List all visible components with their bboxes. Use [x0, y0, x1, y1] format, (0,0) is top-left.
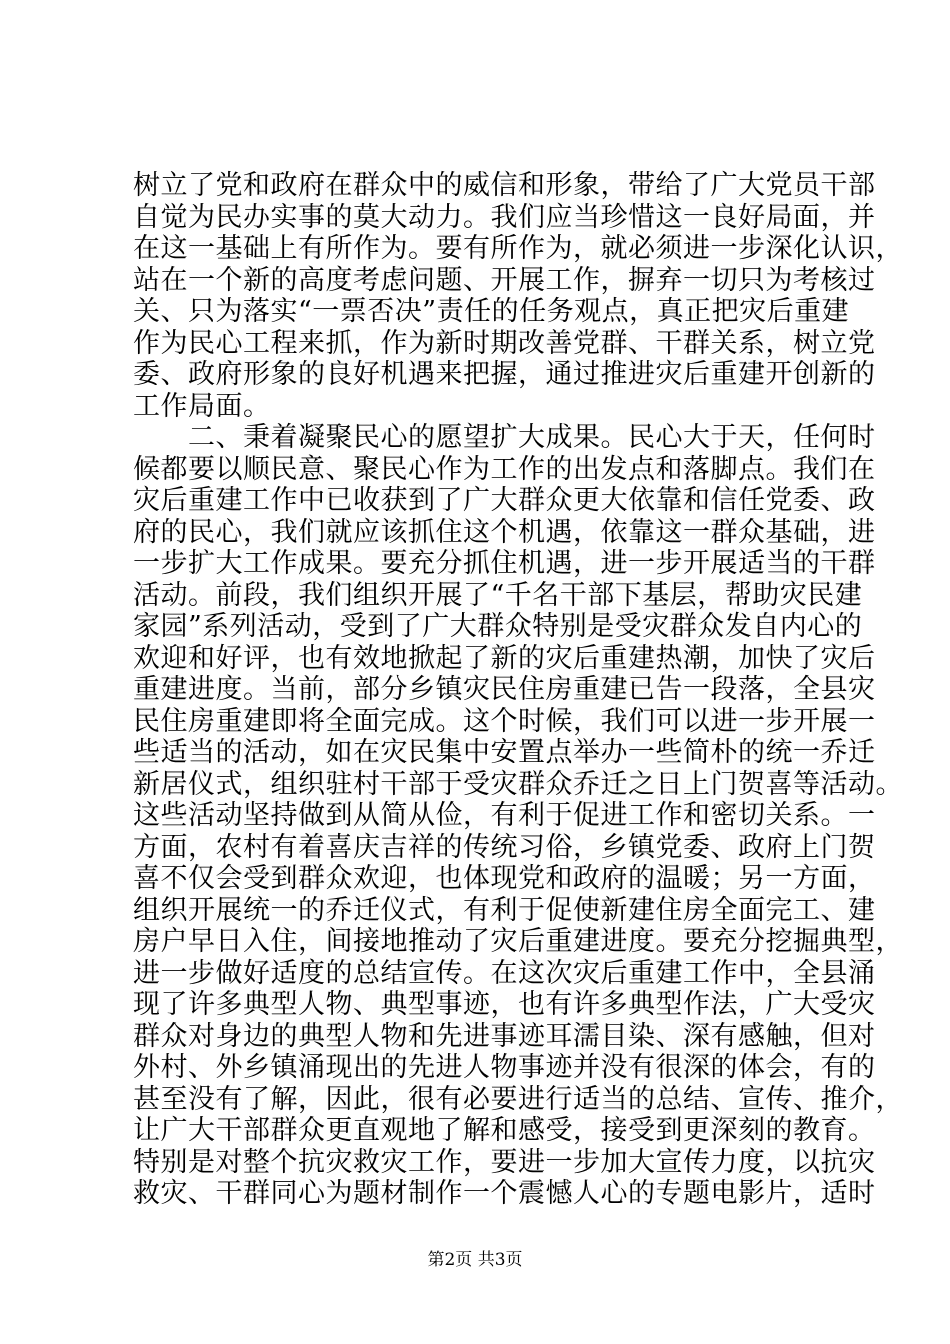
text-line: 组织开展统一的乔迁仪式，有利于促使新建住房全面完工、建	[133, 894, 876, 926]
text-line: 救灾、干群同心为题材制作一个震憾人心的专题电影片，适时	[133, 1178, 876, 1209]
text-line: 欢迎和好评，也有效地掀起了新的灾后重建热潮，加快了灾后	[133, 642, 876, 674]
text-line: 房户早日入住，间接地推动了灾后重建进度。要充分挖掘典型，	[133, 926, 903, 957]
text-line: 树立了党和政府在群众中的威信和形象，带给了广大党员干部	[133, 170, 876, 201]
text-line: 群众对身边的典型人物和先进事迹耳濡目染、深有感触，但对	[133, 1020, 876, 1052]
text-line: 些适当的活动，如在灾民集中安置点举办一些简朴的统一乔迁	[133, 737, 876, 768]
text-line: 工作局面。	[133, 390, 271, 422]
text-line: 关、只为落实“一票否决”责任的任务观点，真正把灾后重建	[133, 296, 850, 327]
text-line: 喜不仅会受到群众欢迎，也体现党和政府的温暖；另一方面，	[133, 863, 876, 894]
text-line: 家园”系列活动，受到了广大群众特别是受灾群众发自内心的	[133, 611, 863, 642]
page-number-footer: 第2页 共3页	[427, 1250, 523, 1270]
body-text	[133, 170, 903, 1210]
text-line: 方面，农村有着喜庆吉祥的传统习俗，乡镇党委、政府上门贺	[133, 831, 876, 863]
text-line: 二、秉着凝聚民心的愿望扩大成果。民心大于天，任何时	[133, 422, 876, 453]
text-line: 现了许多典型人物、典型事迹，也有许多典型作法，广大受灾	[133, 989, 876, 1020]
text-line: 让广大干部群众更直观地了解和感受，接受到更深刻的教育。	[133, 1115, 876, 1146]
text-line: 民住房重建即将全面完成。这个时候，我们可以进一步开展一	[133, 705, 876, 737]
text-line: 这些活动坚持做到从简从俭，有利于促进工作和密切关系。一	[133, 800, 876, 831]
text-line: 候都要以顺民意、聚民心作为工作的出发点和落脚点。我们在	[133, 453, 876, 485]
text-line: 重建进度。当前，部分乡镇灾民住房重建已告一段落，全县灾	[133, 674, 876, 705]
text-line: 站在一个新的高度考虑问题、开展工作，摒弃一切只为考核过	[133, 264, 876, 296]
text-line: 作为民心工程来抓，作为新时期改善党群、干群关系，树立党	[133, 327, 876, 359]
text-line: 委、政府形象的良好机遇来把握，通过推进灾后重建开创新的	[133, 359, 876, 390]
text-line: 在这一基础上有所作为。要有所作为，就必须进一步深化认识，	[133, 233, 903, 264]
text-line: 府的民心，我们就应该抓住这个机遇，依靠这一群众基础，进	[133, 516, 876, 548]
text-line: 灾后重建工作中已收获到了广大群众更大依靠和信任党委、政	[133, 485, 876, 516]
text-line: 新居仪式，组织驻村干部于受灾群众乔迁之日上门贺喜等活动。	[133, 768, 903, 800]
text-line: 进一步做好适度的总结宣传。在这次灾后重建工作中，全县涌	[133, 957, 876, 989]
text-line: 活动。前段，我们组织开展了“千名干部下基层，帮助灾民建	[133, 579, 863, 611]
text-line: 自觉为民办实事的莫大动力。我们应当珍惜这一良好局面，并	[133, 201, 876, 233]
text-line: 甚至没有了解，因此，很有必要进行适当的总结、宣传、推介，	[133, 1083, 903, 1115]
text-line: 特别是对整个抗灾救灾工作，要进一步加大宣传力度，以抗灾	[133, 1146, 876, 1178]
text-line: 外村、外乡镇涌现出的先进人物事迹并没有很深的体会，有的	[133, 1052, 876, 1083]
text-line: 一步扩大工作成果。要充分抓住机遇，进一步开展适当的干群	[133, 548, 876, 579]
